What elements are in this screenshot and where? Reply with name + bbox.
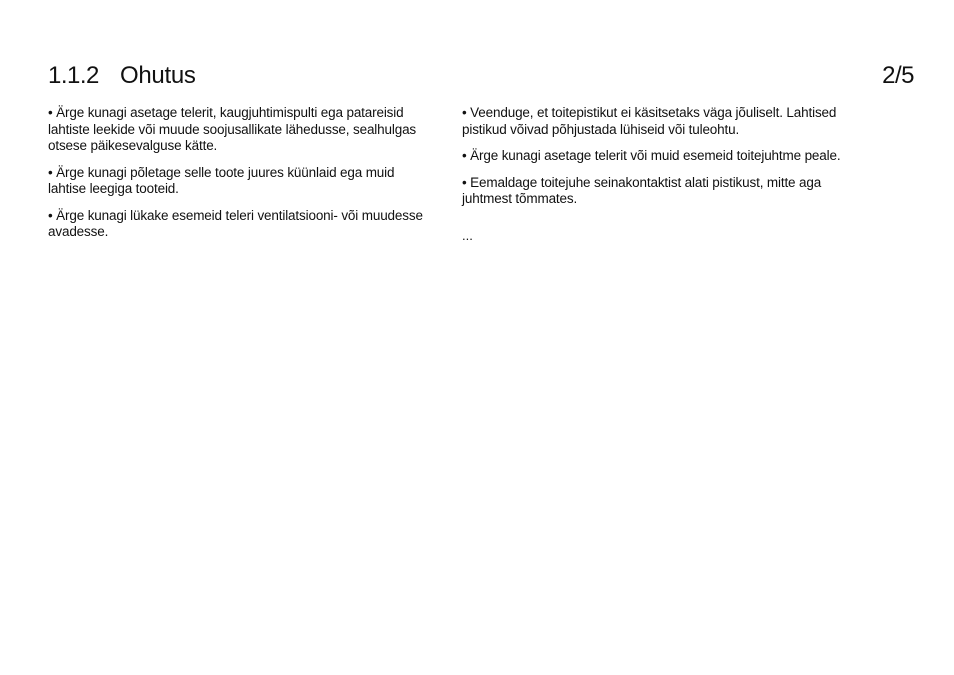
section-title: Ohutus: [120, 62, 196, 89]
right-column: [462, 105, 847, 244]
section-number: 1.1.2: [48, 62, 99, 89]
safety-bullet: • Eemaldage toitejuhe seinakontaktist alati pistikust, mitte aga juhtmest tõmmates.: [462, 174, 822, 206]
safety-bullet: • Ärge kunagi põletage selle toote juures küünlaid ega muid lahtise leegiga tooteid.: [48, 164, 395, 196]
page-header: [48, 60, 914, 94]
safety-bullet: • Ärge kunagi asetage telerit, kaugjuhtimispulti ega patareisid lahtiste leekide või muude soojusallikate lähedusse, sealhulgas otsese päikesevalguse kätte.: [48, 105, 417, 153]
continuation-marker: ...: [462, 227, 473, 243]
safety-bullet: • Ärge kunagi lükake esemeid teleri ventilatsiooni- või muudesse avadesse.: [48, 207, 423, 239]
safety-bullet: • Veenduge, et toitepistikut ei käsitsetaks väga jõuliselt. Lahtised pistikud võivad põhjustada lühiseid või tuleohtu.: [462, 105, 837, 137]
page-indicator: 2/5: [882, 62, 914, 89]
left-column: [48, 105, 433, 251]
safety-bullet: • Ärge kunagi asetage telerit või muid esemeid toitejuhtme peale.: [462, 148, 841, 163]
